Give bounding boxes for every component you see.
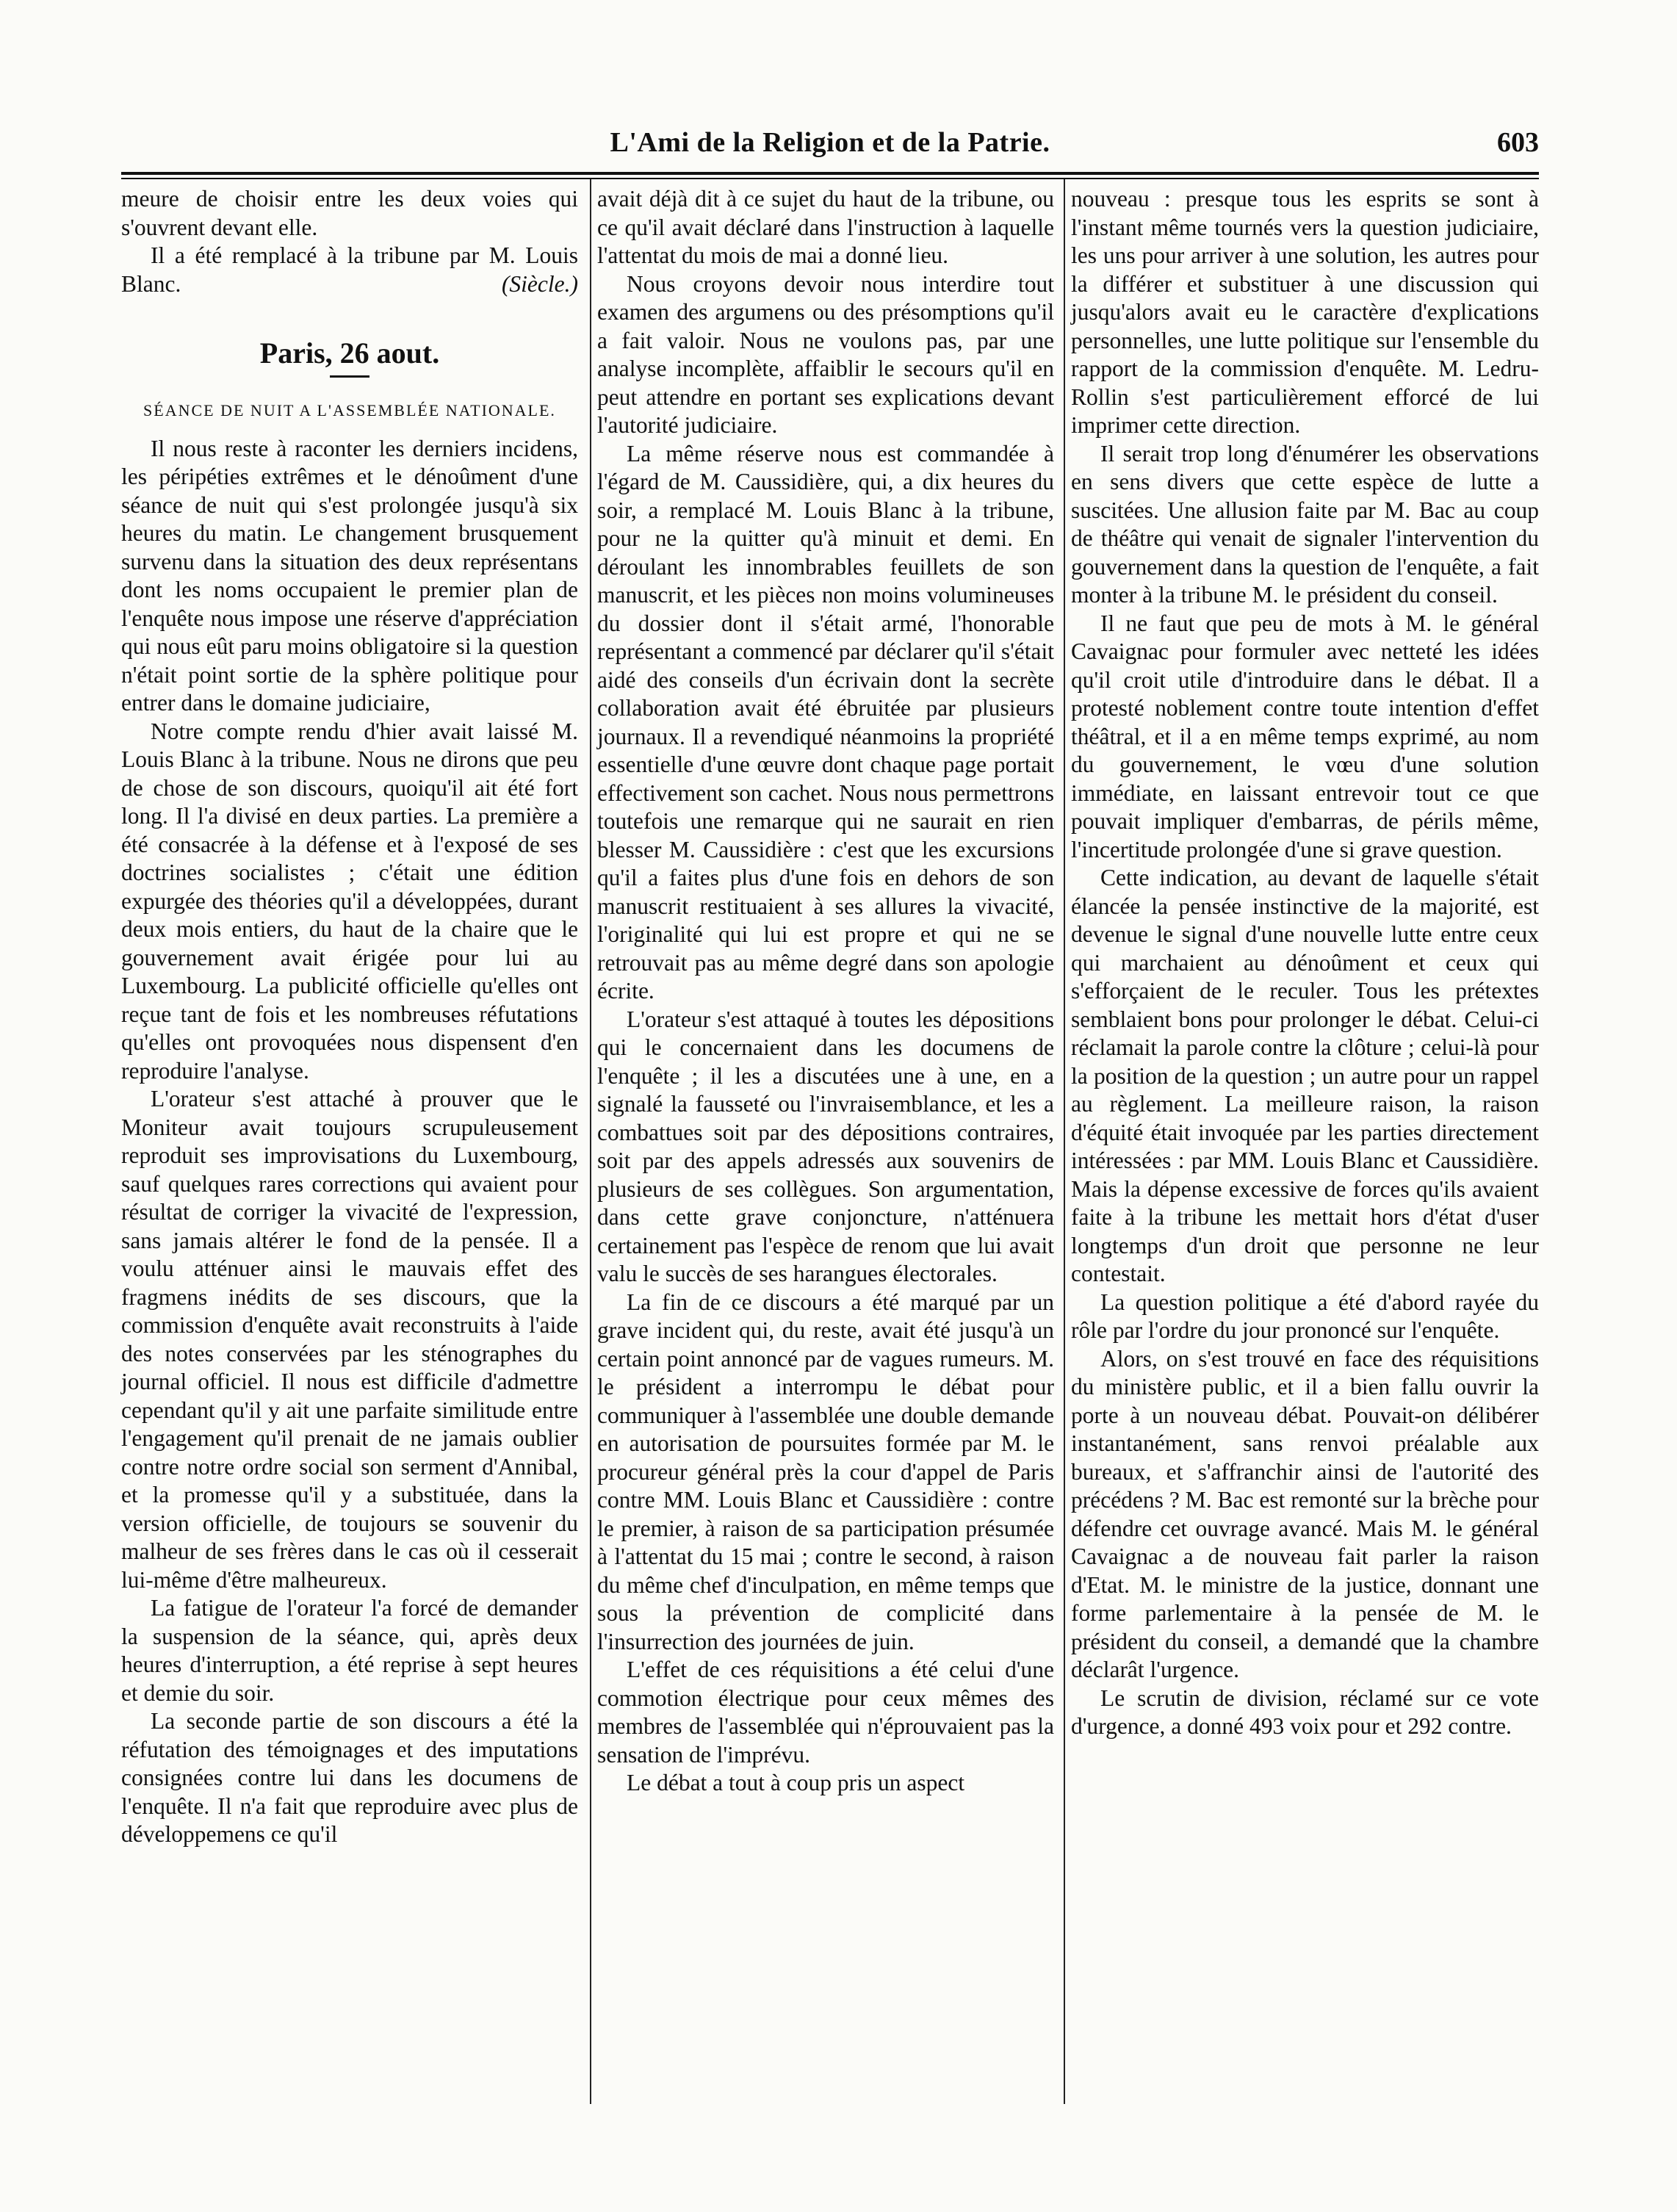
column-divider-2 bbox=[1064, 179, 1065, 2104]
paragraph: Il serait trop long d'énumérer les observations en sens divers que cette espèce de lutte a suscitées. Une allusion faite par M. Bac au coup de théâtre qui venait de signaler l'intervention du gouvernement dans la question de l'enquête, a fait monter à la tribune M. le président du conseil. bbox=[1071, 440, 1539, 608]
paragraph: Le scrutin de division, réclamé sur ce vote d'urgence, a donné 493 voix pour et 292 contre. bbox=[1071, 1685, 1539, 1739]
title-dash bbox=[330, 375, 369, 378]
page-number: 603 bbox=[1497, 127, 1539, 158]
header-rule-thick bbox=[121, 172, 1539, 175]
column-2 bbox=[597, 185, 1054, 1798]
column-divider-1 bbox=[590, 179, 591, 2104]
column-1 bbox=[121, 185, 578, 1849]
paragraph: Nous croyons devoir nous interdire tout examen des argumens ou des présomptions qu'il a fait valoir. Nous ne voulons pas, par une analyse incomplète, affaiblir le secours qu'il en peut attendre en portant ses explications devant l'autorité judiciaire. bbox=[597, 270, 1054, 438]
paragraph: Il a été remplacé à la tribune par M. Louis Blanc. bbox=[121, 242, 578, 297]
newspaper-title: L'Ami de la Religion et de la Patrie. bbox=[610, 127, 1050, 158]
paragraph: L'orateur s'est attaché à prouver que le Moniteur avait toujours scrupuleusement reproduit ses improvisations du Luxembourg, sauf quelques rares corrections qui avaient pour résultat de corriger la vivacité de l'expression, sans jamais altérer le fond de la pensée. Il a voulu atténuer ainsi le mauvais effet des fragmens inédits de ses discours, que la commission d'enquête avait reconstruits à l'aide des notes conservées par les sténographes du journal officiel. Il nous est difficile d'admettre cependant qu'il y ait une parfaite similitude entre l'engagement qu'il prenait de ne jamais oublier contre notre ordre social son serment d'Annibal, et la promesse qu'il y a substituée, dans la version officielle, de toujours se souvenir du malheur de ses frères dans le cas où il cesserait lui-même d'être malheureux. bbox=[121, 1086, 578, 1593]
paragraph: La fin de ce discours a été marqué par un grave incident qui, du reste, avait été jusqu'à un certain point annoncé par de vagues rumeurs. M. le président a interrompu le débat pour communiquer à l'assemblée une double demande en autorisation de poursuites formée par M. le procureur général près la cour d'appel de Paris contre MM. Louis Blanc et Caussidière : contre le premier, à raison de sa participation présumée à l'attentat du 15 mai ; contre le second, à raison du même chef d'inculpation, en même temps que sous la prévention de complicité dans l'insurrection des journées de juin. bbox=[597, 1289, 1054, 1654]
header-rule-thin bbox=[121, 178, 1539, 179]
section-subtitle: SÉANCE DE NUIT A L'ASSEMBLÉE NATIONALE. bbox=[143, 400, 556, 419]
paragraph: Notre compte rendu d'hier avait laissé M. Louis Blanc à la tribune. Nous ne dirons que peu de chose de son discours, quoiqu'il ait été fort long. Il l'a divisé en deux parties. La première a été consacrée à la défense et à l'exposé de ses doctrines socialistes ; c'était une édition expurgée des théories qu'il a développées, durant deux mois entiers, du haut de la chaire que le gouvernement avait érigée pour lui au Luxembourg. La publicité officielle qu'elles ont reçue tant de fois et les nombreuses réfutations qu'elles ont provoquées nous dispensent d'en reproduire l'analyse. bbox=[121, 718, 578, 1084]
paragraph: meure de choisir entre les deux voies qui s'ouvrent devant elle. bbox=[121, 186, 578, 240]
page-header bbox=[121, 126, 1539, 172]
paragraph: L'effet de ces réquisitions a été celui d'une commotion électrique pour ceux mêmes des membres de l'assemblée qui n'éprouvaient pas la sensation de l'imprévu. bbox=[597, 1657, 1054, 1768]
paragraph: La seconde partie de son discours a été la réfutation des témoignages et des imputations consignées contre lui dans les documens de l'enquête. Il n'a fait que reproduire avec plus de développemens ce qu'il bbox=[121, 1708, 578, 1847]
paragraph: Le débat a tout à coup pris un aspect bbox=[627, 1770, 965, 1795]
paragraph: Il nous reste à raconter les derniers incidens, les péripéties extrêmes et le dénoûment d'une séance de nuit qui s'est prolongée jusqu'à six heures du matin. Le changement brusquement survenu dans la situation des deux représentans dont les noms occupaient le premier plan de l'enquête nous impose une réserve d'appréciation qui nous eût paru moins obligatoire si la question n'était point sortie de la sphère politique pour entrer dans le domaine judiciaire, bbox=[121, 435, 578, 716]
paragraph: Il ne faut que peu de mots à M. le général Cavaignac pour formuler avec netteté les idées qu'il croit utile d'introduire dans le débat. Il a protesté noblement contre toute intention d'effet théâtral, et il a en même temps exprimé, au nom du gouvernement, le vœu d'une solution immédiate, en laissant entrevoir tout ce que pouvait impliquer d'embarras, de périls même, l'incertitude prolongée d'une si grave question. bbox=[1071, 610, 1539, 862]
section-title: Paris, 26 aout. bbox=[259, 336, 440, 370]
paragraph: nouveau : presque tous les esprits se sont à l'instant même tournés vers la question judiciaire, les uns pour arriver à une solution, les autres pour la différer et substituer à une discussion qui jusqu'alors avait eu le caractère d'explications personnelles, une lutte politique sur l'ensemble du rapport de la commission d'enquête. M. Ledru-Rollin s'est particulièrement efforcé de lui imprimer cette direction. bbox=[1071, 186, 1539, 438]
paragraph: La fatigue de l'orateur l'a forcé de demander la suspension de la séance, qui, après deux heures d'interruption, a été reprise à sept heures et demie du soir. bbox=[121, 1595, 578, 1706]
column-3 bbox=[1071, 185, 1539, 1741]
source-attribution: (Siècle.) bbox=[501, 270, 578, 297]
paragraph: La même réserve nous est commandée à l'égard de M. Caussidière, qui, a dix heures du soir, a remplacé M. Louis Blanc à la tribune, pour ne la quitter qu'à minuit et demi. En déroulant les innombrables feuillets de son manuscrit, et les pièces non moins volumineuses du dossier dont il s'était armé, l'honorable représentant a commencé par déclarer qu'il s'était aidé des conseils d'un écrivain dont la secrète collaboration avait été ébruitée par plusieurs journaux. Il a revendiqué néanmoins la propriété essentielle d'une œuvre dont chaque page portait effectivement son cachet. Nous nous permettrons toutefois une remarque qui ne saurait en rien blesser M. Caussidière : c'est que les excursions qu'il a faites plus d'une fois en dehors de son manuscrit restituaient à ses allures la vivacité, l'originalité qui lui est propre et qui ne se retrouvait pas au même degré dans son apologie écrite. bbox=[597, 440, 1054, 1004]
paragraph: avait déjà dit à ce sujet du haut de la tribune, ou ce qu'il avait déclaré dans l'instruction à laquelle l'attentat du mois de mai a donné lieu. bbox=[597, 186, 1054, 268]
paragraph: Alors, on s'est trouvé en face des réquisitions du ministère public, et il a bien fallu ouvrir la porte à un nouveau débat. Pouvait-on délibérer instantanément, sans renvoi préalable aux bureaux, et s'affranchir ainsi de l'autorité des précédens ? M. Bac est remonté sur la brèche pour défendre cet ouvrage avancé. Mais M. le général Cavaignac a de nouveau fait parler la raison d'Etat. M. le ministre de la justice, donnant une forme parlementaire à la pensée de M. le président du conseil, a demandé que la chambre déclarât l'urgence. bbox=[1071, 1345, 1539, 1682]
paragraph: L'orateur s'est attaqué à toutes les dépositions qui le concernaient dans les documens de l'enquête ; il les a discutées une à une, en a signalé la fausseté ou l'invraisemblance, et les a combattues soit par des dépositions contraires, soit par des appels adressés aux souvenirs de plusieurs de ses collègues. Son argumentation, dans cette grave conjoncture, n'atténuera certainement pas l'espèce de renom que lui avait valu le succès de ses harangues électorales. bbox=[597, 1006, 1054, 1286]
paragraph: Cette indication, au devant de laquelle s'était élancée la pensée instinctive de la majorité, est devenue le signal d'une nouvelle lutte entre ceux qui marchaient au dénoûment et ceux qui s'efforçaient de le reculer. Tous les prétextes semblaient bons pour prolonger le débat. Celui-ci réclamait la parole contre la clôture ; celui-là pour la position de la question ; un autre pour un rappel au règlement. La meilleure raison, la raison d'équité était invoquée par les parties directement intéressées : par MM. Louis Blanc et Caussidière. Mais la dépense excessive de forces qu'ils avaient faite à la tribune les mettait hors d'état d'user longtemps d'un droit que personne ne leur contestait. bbox=[1071, 865, 1539, 1286]
paragraph: La question politique a été d'abord rayée du rôle par l'ordre du jour prononcé sur l'enquête. bbox=[1071, 1289, 1539, 1343]
